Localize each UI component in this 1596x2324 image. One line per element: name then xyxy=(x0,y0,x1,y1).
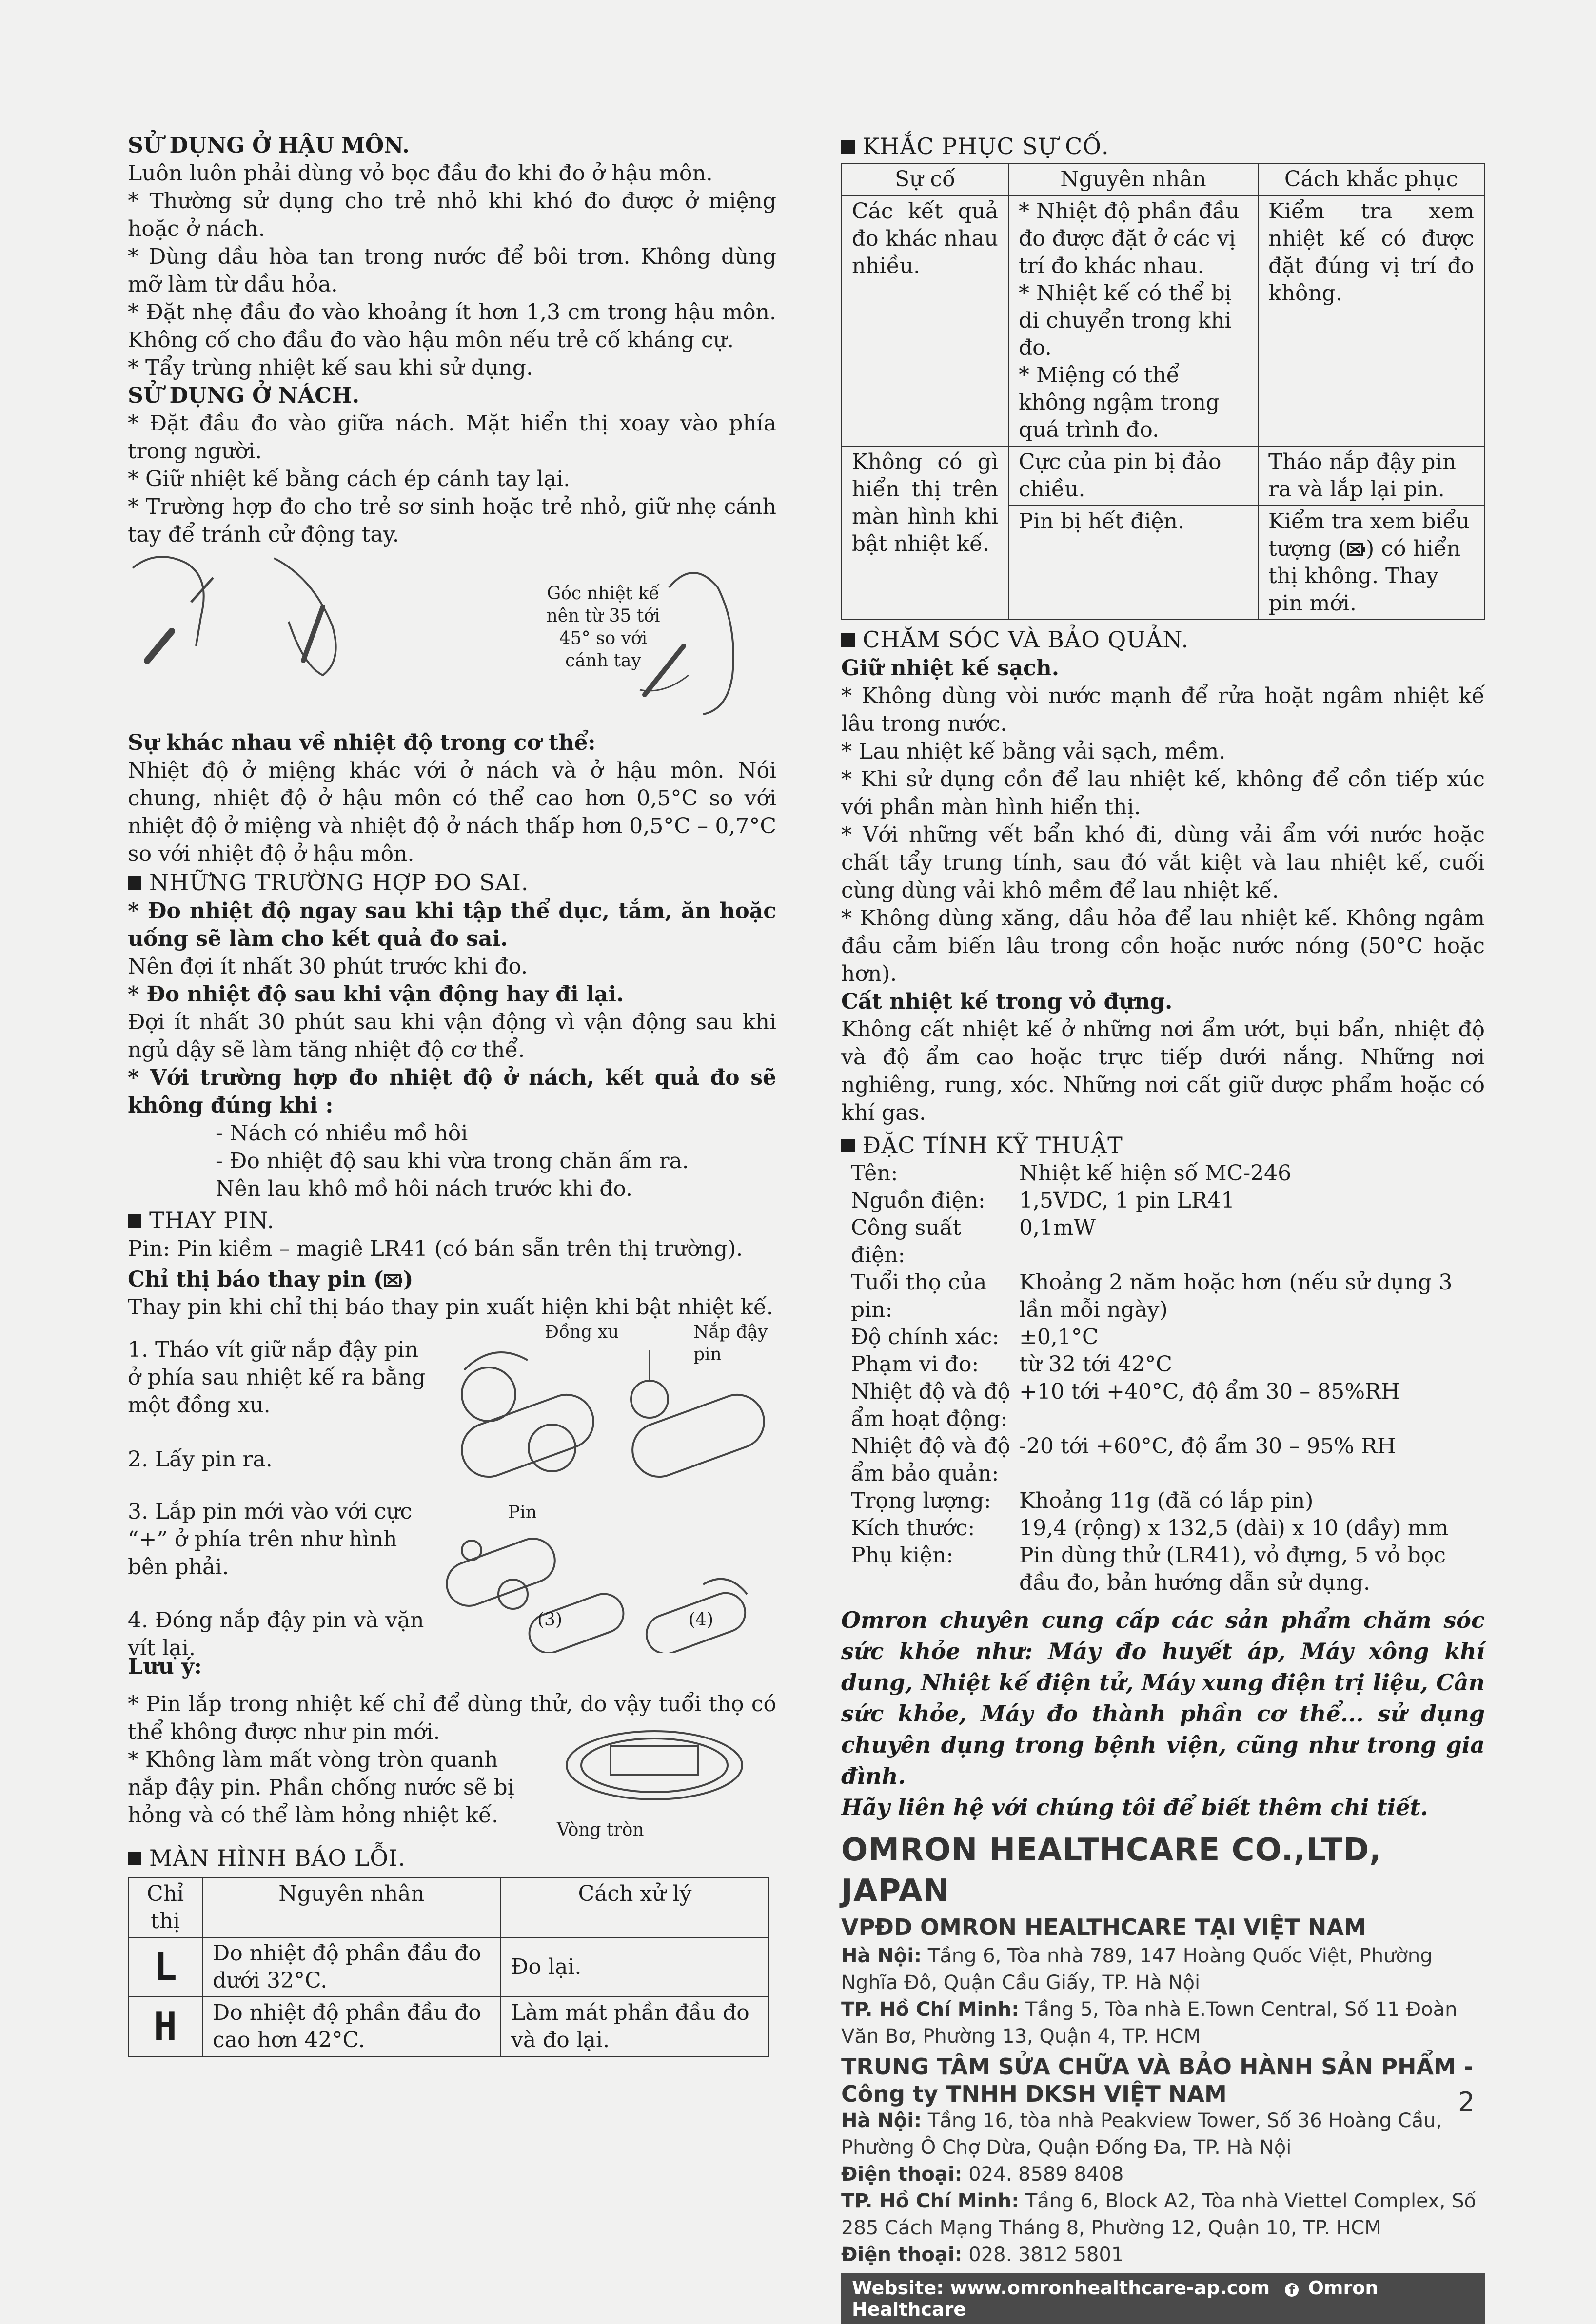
angle-caption: Góc nhiệt kế nên từ 35 tới 45° so với cánh tay xyxy=(546,584,660,671)
care-line: * Lau nhiệt kế bằng vải sạch, mềm. xyxy=(841,739,1226,764)
care-subtitle: Giữ nhiệt kế sạch. xyxy=(841,656,1060,681)
table-row: Tuổi thọ của pin: Khoảng 2 năm hoặc hơn (nếu sử dụng 3 lần mỗi ngày) xyxy=(851,1270,1453,1322)
left-column xyxy=(128,132,776,2057)
table-row: Độ chính xác: ±0,1°C xyxy=(851,1325,1099,1349)
address: TP. Hồ Chí Minh: Tầng 5, Tòa nhà E.Town Central, Số 11 Đoàn Văn Bơ, Phường 13, Quận 4, TP. HCM xyxy=(841,1998,1458,2048)
rep-office-title: VPĐD OMRON HEALTHCARE TẠI VIỆT NAM xyxy=(841,1914,1366,1940)
ring-diagram xyxy=(562,1726,747,1819)
trouble-fix: Kiểm tra xem biểu tượng ( ) có hiển thị không. Thay pin mới. xyxy=(1258,506,1484,620)
trouble-header: Nguyên nhân xyxy=(1008,163,1258,195)
wrong-case: * Đo nhiệt độ ngay sau khi tập thể dục, tắm, ăn hoặc uống sẽ làm cho kết quả đo sai. xyxy=(128,898,776,951)
care-line: * Khi sử dụng cồn để lau nhiệt kế, không để cồn tiếp xúc với phần màn hình hiển thị. xyxy=(841,767,1485,820)
facebook-link[interactable]: Omron Healthcare xyxy=(852,2277,1379,2320)
error-table xyxy=(128,1877,769,2057)
rectal-line: * Đặt nhẹ đầu đo vào khoảng ít hơn 1,3 cm trong hậu môn. Không cố cho đầu đo vào hậu môn nếu trẻ cố kháng cự. xyxy=(128,300,776,352)
care-line: * Với những vết bẩn khó đi, dùng vải ẩm với nước hoặc chất tẩy trung tính, sau đó vắt kiệt và lau nhiệt kế, cuối cùng dùng vải khô mềm để lau nhiệt kế. xyxy=(841,822,1485,903)
error-glyph: H xyxy=(128,1997,202,2056)
note-line: * Pin lắp trong nhiệt kế chỉ để dùng thử, do vậy tuổi thọ có thể không được như pin mới. xyxy=(128,1692,776,1744)
table-row xyxy=(128,1937,769,1997)
contact-us: Hãy liên hệ với chúng tôi để biết thêm chi tiết. xyxy=(841,1794,1428,1820)
wrong-case: * Đo nhiệt độ sau khi vận động hay đi lại. xyxy=(128,982,624,1007)
facebook-icon: f xyxy=(1285,2283,1299,2297)
step4-figure-label: (4) xyxy=(689,1610,713,1630)
company-block xyxy=(841,1830,1485,2324)
temp-diff-text: Nhiệt độ ở miệng khác với ở nách và ở hậu môn. Nói chung, nhiệt độ ở hậu môn có thể cao hơn 0,5°C so với nhiệt độ ở miệng và nhiệt độ ở nách thấp hơn 0,5°C – 0,7°C so với nhiệt độ ở hậu môn. xyxy=(128,758,776,866)
table-row xyxy=(842,195,1484,446)
armpit-drawing xyxy=(128,548,776,729)
wrong-item: - Nách có nhiều mồ hôi xyxy=(216,1121,468,1146)
table-row: Kích thước: 19,4 (rộng) x 132,5 (dài) x 10 (dầy) mm xyxy=(851,1516,1449,1541)
battery-diagram xyxy=(445,1321,908,1653)
battery-indicator-title: Chỉ thị báo thay pin ( ) xyxy=(128,1267,414,1292)
low-battery-icon xyxy=(384,1272,403,1289)
trouble-issue: Các kết quả đo khác nhau nhiều. xyxy=(842,195,1008,446)
phone: Điện thoại: 028. 3812 5801 xyxy=(841,2244,1124,2266)
care-store: Không cất nhiệt kế ở những nơi ẩm ướt, bụi bẩn, nhiệt độ và độ ẩm cao hoặc trực tiếp dưới nắng. Những nơi nghiêng, rung, xóc. Những nơi cất giữ dược phẩm hoặc có khí gas. xyxy=(841,1017,1485,1125)
wrong-advice: Đợi ít nhất 30 phút sau khi vận động vì vận động sau khi ngủ dậy sẽ làm tăng nhiệt độ cơ thể. xyxy=(128,1010,776,1062)
armpit-title: SỬ DỤNG Ở NÁCH. xyxy=(128,383,360,408)
trouble-issue: Không có gì hiển thị trên màn hình khi bật nhiệt kế. xyxy=(842,446,1008,620)
service-center-title: TRUNG TÂM SỬA CHỮA VÀ BẢO HÀNH SẢN PHẨM - Công ty TNHH DKSH VIỆT NAM xyxy=(841,2053,1474,2107)
table-row: Nguồn điện: 1,5VDC, 1 pin LR41 xyxy=(851,1188,1235,1213)
wrong-advice: Nên đợi ít nhất 30 phút trước khi đo. xyxy=(128,954,528,979)
step3-figure-label: (3) xyxy=(537,1610,562,1630)
table-row: Nhiệt độ và độ ẩm bảo quản: -20 tới +60°C, độ ẩm 30 – 95% RH xyxy=(851,1434,1396,1486)
battery-step: 1. Tháo vít giữ nắp đậy pin ở phía sau nhiệt kế ra bằng một đồng xu. xyxy=(128,1337,426,1418)
trouble-header: Sự cố xyxy=(842,163,1008,195)
trouble-header: Cách khắc phục xyxy=(1258,163,1484,195)
care-line: * Không dùng vòi nước mạnh để rửa hoặt ngâm nhiệt kế lâu trong nước. xyxy=(841,684,1485,736)
trouble-causes: * Nhiệt độ phần đầu đo được đặt ở các vị trí đo khác nhau. * Nhiệt kế có thể bị di chuyển trong khi đo. * Miệng có thể không ngậm trong quá trình đo. xyxy=(1008,195,1258,446)
rectal-line: * Thường sử dụng cho trẻ nhỏ khi khó đo được ở miệng hoặc ở nách. xyxy=(128,189,776,241)
battery-indicator-text: Thay pin khi chỉ thị báo thay pin xuất hiện khi bật nhiệt kế. xyxy=(128,1295,773,1320)
wrong-measure-title: NHỮNG TRƯỜNG HỢP ĐO SAI. xyxy=(128,868,776,897)
wrong-item: - Đo nhiệt độ sau khi vừa trong chăn ấm ra. xyxy=(216,1149,689,1173)
care-line: * Không dùng xăng, dầu hỏa để lau nhiệt kế. Không ngâm đầu cảm biến lâu trong cồn hoặc nước nóng (50°C hoặc hơn). xyxy=(841,906,1485,986)
phone: Điện thoại: 024. 8589 8408 xyxy=(841,2163,1124,2186)
trouble-cause: Cực của pin bị đảo chiều. xyxy=(1008,446,1258,506)
ring-label: Vòng tròn xyxy=(557,1820,644,1840)
temp-diff-title: Sự khác nhau về nhiệt độ trong cơ thể: xyxy=(128,730,596,755)
error-glyph: L xyxy=(128,1937,202,1997)
address: Hà Nội: Tầng 6, Tòa nhà 789, 147 Hoàng Quốc Việt, Phường Nghĩa Đô, Quận Cầu Giấy, TP. Hà Nội xyxy=(841,1945,1433,1994)
company-name: OMRON HEALTHCARE CO.,LTD, JAPAN xyxy=(841,1832,1382,1909)
page-number: 2 xyxy=(1458,2087,1475,2117)
trouble-cause: Pin bị hết điện. xyxy=(1008,506,1258,620)
error-header: Nguyên nhân xyxy=(202,1878,501,1937)
error-screen-title: MÀN HÌNH BÁO LỖI. xyxy=(128,1843,776,1873)
table-row: Phạm vi đo: từ 32 tới 42°C xyxy=(851,1352,1172,1377)
table-row: Nhiệt độ và độ ẩm hoạt động: +10 tới +40°C, độ ẩm 30 – 85%RH xyxy=(851,1379,1400,1431)
error-fix: Đo lại. xyxy=(501,1937,769,1997)
care-title: CHĂM SÓC VÀ BẢO QUẢN. xyxy=(841,625,1485,654)
address: Hà Nội: Tầng 16, tòa nhà Peakview Tower, Số 36 Hoàng Cầu, Phường Ô Chợ Dừa, Quận Đống Đa, TP. Hà Nội xyxy=(841,2109,1442,2159)
spec-table xyxy=(851,1160,1475,1597)
error-header: Cách xử lý xyxy=(501,1878,769,1937)
wrong-item: Nên lau khô mồ hôi nách trước khi đo. xyxy=(216,1176,633,1201)
table-row xyxy=(128,1997,769,2056)
rectal-title: SỬ DỤNG Ở HẬU MÔN. xyxy=(128,133,410,158)
error-cause: Do nhiệt độ phần đầu đo dưới 32°C. xyxy=(202,1937,501,1997)
armpit-line: * Đặt đầu đo vào giữa nách. Mặt hiển thị xoay vào phía trong người. xyxy=(128,411,776,464)
ring-note xyxy=(128,1746,776,1843)
battery-type: Pin: Pin kiềm – magiê LR41 (có bán sẵn trên thị trường). xyxy=(128,1236,743,1261)
address: TP. Hồ Chí Minh: Tầng 6, Block A2, Tòa nhà Viettel Complex, Số 285 Cách Mạng Tháng 8, Phường 12, Quận 10, TP. HCM xyxy=(841,2190,1476,2239)
troubleshoot-title: KHẮC PHỤC SỰ CỐ. xyxy=(841,132,1485,161)
troubleshoot-table xyxy=(841,163,1485,620)
coin-label: Đồng xu xyxy=(545,1322,619,1342)
table-row: Phụ kiện: Pin dùng thử (LR41), vỏ đựng, 5 vỏ bọc đầu đo, bản hướng dẫn sử dụng. xyxy=(851,1543,1446,1595)
battery-steps xyxy=(128,1321,776,1660)
table-row xyxy=(842,446,1484,506)
promo-text: Omron chuyên cung cấp các sản phẩm chăm sóc sức khỏe như: Máy đo huyết áp, Máy xông khí dung, Nhiệt kế điện tử, Máy xung điện trị liệu, Cân sức khỏe, Máy đo thành phần cơ thể... sử dụng chuyên dụng trong bệnh viện, cũng như trong gia đình. xyxy=(841,1607,1485,1789)
spec-title: ĐẶC TÍNH KỸ THUẬT xyxy=(841,1131,1485,1160)
low-battery-icon xyxy=(1346,541,1366,558)
table-row: Công suất điện: 0,1mW xyxy=(851,1215,1096,1268)
table-row: Trọng lượng: Khoảng 11g (đã có lắp pin) xyxy=(851,1488,1314,1513)
website-bar xyxy=(841,2273,1485,2324)
care-subtitle: Cất nhiệt kế trong vỏ đựng. xyxy=(841,989,1173,1014)
rectal-line: Luôn luôn phải dùng vỏ bọc đầu đo khi đo ở hậu môn. xyxy=(128,161,713,186)
armpit-line: * Giữ nhiệt kế bằng cách ép cánh tay lại. xyxy=(128,467,571,491)
battery-step: 4. Đóng nắp đậy pin và vặn vít lại. xyxy=(128,1608,424,1660)
trouble-fix: Tháo nắp đậy pin ra và lắp lại pin. xyxy=(1258,446,1484,506)
note-line: * Không làm mất vòng tròn quanh nắp đậy pin. Phần chống nước sẽ bị hỏng và có thể làm hỏng nhiệt kế. xyxy=(128,1747,514,1828)
table-row: Tên: Nhiệt kế hiện số MC-246 xyxy=(851,1161,1292,1186)
battery-step: 2. Lấy pin ra. xyxy=(128,1447,273,1472)
right-column xyxy=(841,132,1485,2324)
armpit-line: * Trường hợp đo cho trẻ sơ sinh hoặc trẻ nhỏ, giữ nhẹ cánh tay để tránh cử động tay. xyxy=(128,494,776,547)
battery-cover-label: Nắp đậy pin xyxy=(693,1322,768,1365)
rectal-line: * Dùng dầu hòa tan trong nước để bôi trơn. Không dùng mỡ làm từ dầu hỏa. xyxy=(128,244,776,297)
error-cause: Do nhiệt độ phần đầu đo cao hơn 42°C. xyxy=(202,1997,501,2056)
wrong-case: * Với trường hợp đo nhiệt độ ở nách, kết quả đo sẽ không đúng khi : xyxy=(128,1065,776,1118)
pin-label: Pin xyxy=(508,1503,537,1523)
trouble-fix: Kiểm tra xem nhiệt kế có được đặt đúng vị trí đo không. xyxy=(1258,195,1484,446)
battery-title: THAY PIN. xyxy=(128,1206,776,1235)
rectal-line: * Tẩy trùng nhiệt kế sau khi sử dụng. xyxy=(128,355,533,380)
armpit-illustration xyxy=(128,548,776,729)
error-header: Chỉ thị xyxy=(128,1878,202,1937)
error-fix: Làm mát phần đầu đo và đo lại. xyxy=(501,1997,769,2056)
note-title: Lưu ý: xyxy=(128,1654,202,1679)
battery-step: 3. Lắp pin mới vào với cực “+” ở phía trên như hình bên phải. xyxy=(128,1499,412,1580)
website-link[interactable]: Website: www.omronhealthcare-ap.com xyxy=(852,2277,1270,2299)
